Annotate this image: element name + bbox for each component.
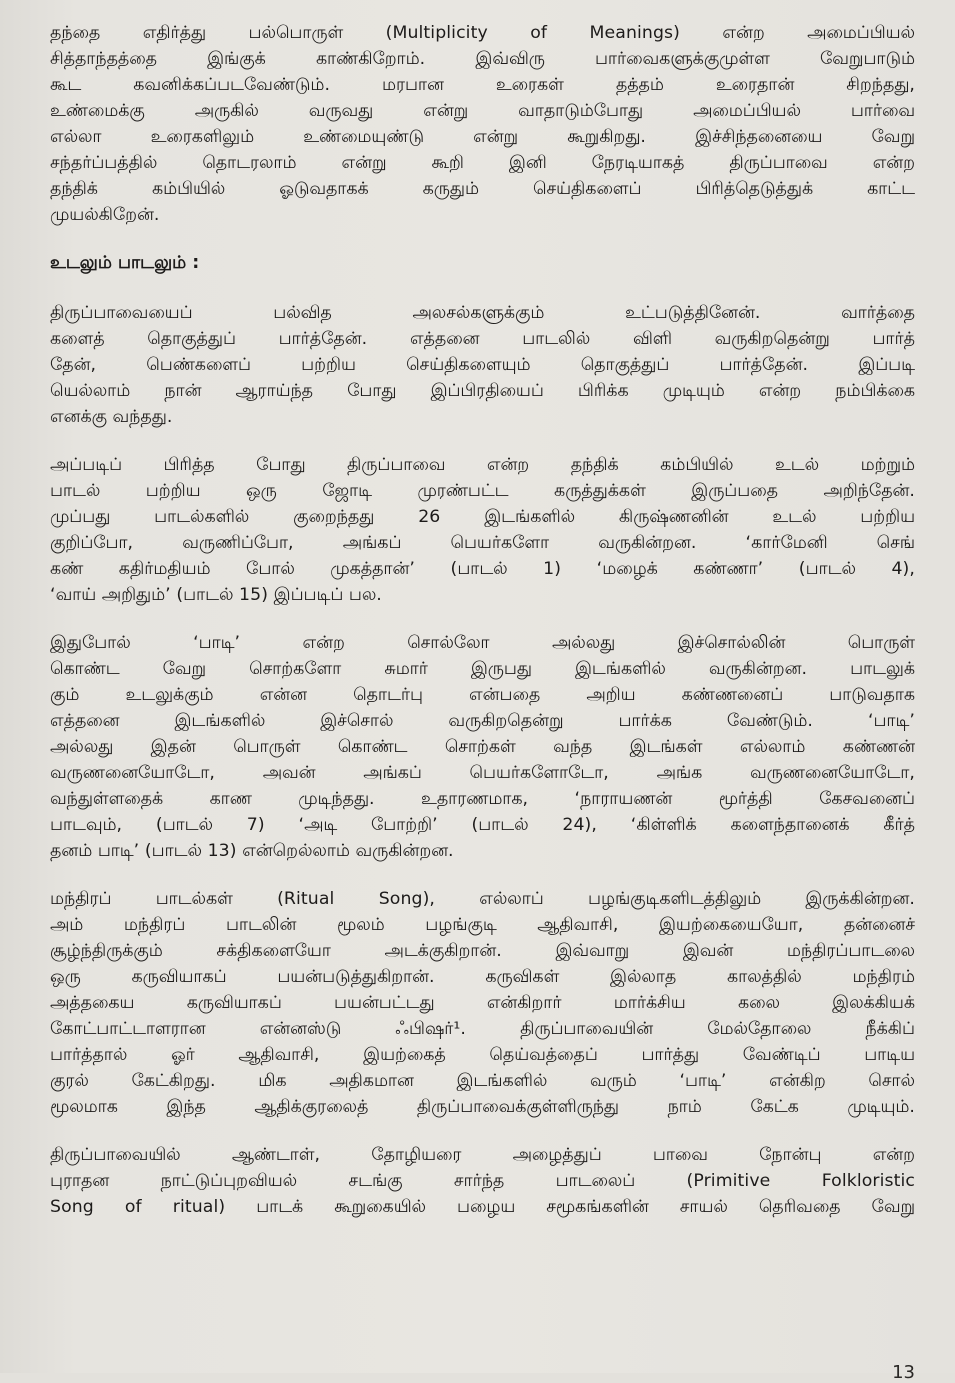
text-line: அப்படிப் பிரித்த போது திருப்பாவை என்ற தந்திக் கம்பியில் உடல் மற்றும் <box>50 455 915 475</box>
text-line: பாடல் பற்றிய ஒரு ஜோடி முரண்பட்ட கருத்துக்கள் இருப்பதை அறிந்தேன். <box>50 481 915 501</box>
text-line: பார்த்தால் ஓர் ஆதிவாசி, இயற்கைத் தெய்வத்தைப் பார்த்து வேண்டிப் பாடிய <box>50 1045 915 1065</box>
text-line: முப்பது பாடல்களில் குறைந்தது 26 இடங்களில் கிருஷ்ணனின் உடல் பற்றிய <box>50 507 915 527</box>
text-line: கும் உடலுக்கும் என்ன தொடர்பு என்பதை அறிய கண்ணனைப் பாடுவதாக <box>50 685 915 705</box>
page-text <box>50 20 915 1242</box>
text-line: திருப்பாவையில் ஆண்டாள், தோழியரை அழைத்துப் பாவை நோன்பு என்ற <box>50 1145 915 1165</box>
text-line: சந்தர்ப்பத்தில் தொடரலாம் என்று கூறி இனி நேரடியாகத் திருப்பாவை என்ற <box>50 153 915 173</box>
text-line: கோட்பாட்டாளரான என்னஸ்டு ஃபிஷர்¹. திருப்பாவையின் மேல்தோலை நீக்கிப் <box>50 1019 915 1039</box>
text-line: களைத் தொகுத்துப் பார்த்தேன். எத்தனை பாடலில் விளி வருகிறதென்று பார்த் <box>50 329 915 349</box>
text-line: கூட கவனிக்கப்படவேண்டும். மரபான உரைகள் தத்தம் உரைதான் சிறந்தது, <box>50 75 915 95</box>
text-line: எனக்கு வந்தது. <box>50 407 173 427</box>
text-line: எல்லா உரைகளிலும் உண்மையுண்டு என்று கூறுகிறது. இச்சிந்தனையை வேறு <box>50 127 915 147</box>
text-line: அத்தகைய கருவியாகப் பயன்பட்டது என்கிறார் மார்க்சிய கலை இலக்கியக் <box>50 993 915 1013</box>
paragraph-6 <box>50 1142 915 1220</box>
text-line: வந்துள்ளதைக் காண முடிந்தது. உதாரணமாக, ‘நாராயணன் மூர்த்தி கேசவனைப் <box>50 789 915 809</box>
text-line: சூழ்ந்திருக்கும் சக்திகளையோ அடக்குகிறான். இவ்வாறு இவன் மந்திரப்பாடலை <box>50 941 915 961</box>
paragraph-5 <box>50 886 915 1120</box>
text-line: Song of ritual) பாடக் கூறுகையில் பழைய சமூகங்களின் சாயல் தெரிவதை வேறு <box>50 1197 915 1217</box>
text-line: தேன், பெண்களைப் பற்றிய செய்திகளையும் தொகுத்துப் பார்த்தேன். இப்படி <box>50 355 915 375</box>
text-line: மூலமாக இந்த ஆதிக்குரலைத் திருப்பாவைக்குள்ளிருந்து நாம் கேட்க முடியும். <box>50 1097 915 1117</box>
text-line: தந்திக் கம்பியில் ஓடுவதாகக் கருதும் செய்திகளைப் பிரித்தெடுத்துக் காட்ட <box>50 179 915 199</box>
text-line: புராதன நாட்டுப்புறவியல் சடங்கு சார்ந்த பாடலைப் (Primitive Folkloristic <box>50 1171 915 1191</box>
text-line: கொண்ட வேறு சொற்களோ சுமார் இருபது இடங்களில் வருகின்றன. பாடலுக் <box>50 659 915 679</box>
text-line: முயல்கிறேன். <box>50 205 160 225</box>
text-line: அம் மந்திரப் பாடலின் மூலம் பழங்குடி ஆதிவாசி, இயற்கையையோ, தன்னைச் <box>50 915 915 935</box>
text-line: தந்தை எதிர்த்து பல்பொருள் (Multiplicity of Meanings) என்ற அமைப்பியல் <box>50 23 915 43</box>
text-line: எத்தனை இடங்களில் இச்சொல் வருகிறதென்று பார்க்க வேண்டும். ‘பாடி’ <box>50 711 915 731</box>
paragraph-3 <box>50 452 915 608</box>
text-line: தனம் பாடி’ (பாடல் 13) என்றெல்லாம் வருகின்றன. <box>50 841 454 861</box>
section-heading: உடலும் பாடலும் : <box>50 253 200 273</box>
text-line: திருப்பாவையைப் பல்வித அலசல்களுக்கும் உட்படுத்தினேன். வார்த்தை <box>50 303 915 323</box>
text-line: உண்மைக்கு அருகில் வருவது என்று வாதாடும்போது அமைப்பியல் பார்வை <box>50 101 915 121</box>
text-line: கண் கதிர்மதியம் போல் முகத்தான்’ (பாடல் 1) ‘மழைக் கண்ணா’ (பாடல் 4), <box>50 559 915 579</box>
text-line: குறிப்போ, வருணிப்போ, அங்கப் பெயர்களோ வருகின்றன. ‘கார்மேனி செங் <box>50 533 915 553</box>
text-line: குரல் கேட்கிறது. மிக அதிகமான இடங்களில் வரும் ‘பாடி’ என்கிற சொல் <box>50 1071 915 1091</box>
paragraph-2 <box>50 300 915 430</box>
text-line: அல்லது இதன் பொருள் கொண்ட சொற்கள் வந்த இடங்கள் எல்லாம் கண்ணன் <box>50 737 915 757</box>
text-line: ‘வாய் அறிதும்’ (பாடல் 15) இப்படிப் பல. <box>50 585 382 605</box>
text-line: ஒரு கருவியாகப் பயன்படுத்துகிறான். கருவிகள் இல்லாத காலத்தில் மந்திரம் <box>50 967 915 987</box>
text-line: வருணனையோடோ, அவன் அங்கப் பெயர்களோடோ, அங்க வருணனையோடோ, <box>50 763 915 783</box>
text-line: மந்திரப் பாடல்கள் (Ritual Song), எல்லாப் பழங்குடிகளிடத்திலும் இருக்கின்றன. <box>50 889 915 909</box>
text-line: யெல்லாம் நான் ஆராய்ந்த போது இப்பிரதியைப் பிரிக்க முடியும் என்ற நம்பிக்கை <box>50 381 915 401</box>
page-number: 13 <box>892 1362 915 1383</box>
text-line: சித்தாந்தத்தை இங்குக் காண்கிறோம். இவ்விரு பார்வைகளுக்குமுள்ள வேறுபாடும் <box>50 49 915 69</box>
text-line: இதுபோல் ‘பாடி’ என்ற சொல்லோ அல்லது இச்சொல்லின் பொருள் <box>50 633 915 653</box>
paragraph-1 <box>50 20 915 228</box>
paragraph-4 <box>50 630 915 864</box>
text-line: பாடவும், (பாடல் 7) ‘அடி போற்றி’ (பாடல் 24), ‘கிள்ளிக் களைந்தானைக் கீர்த் <box>50 815 915 835</box>
